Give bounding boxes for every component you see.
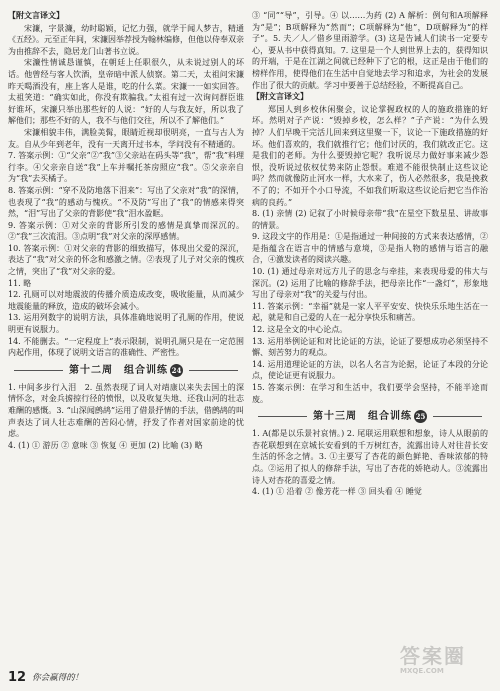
answer-item: 8. 答案示例：“穿不及防地落下泪来”：写出了父亲对“我”的深情，也表现了“我”的感动与愧疚。“不及防”写出了“我”的情感来得突然，“泪”写出了父亲的背影使“我”泪水盈眶。: [8, 185, 244, 219]
answer-item: 10. (1) 通过母亲对远方儿子的思念与牵挂，来表现母爱的伟大与深沉。(2) 运用了比喻的修辞手法，把母亲比作“一盏灯”，形象地写出了母亲对“我”的关爱与付出。: [252, 267, 488, 300]
answer-item: 9. 答案示例：①对父亲的背影所引发的感情是真挚而深沉的。②“我”三次流泪。③点明“我”对父亲的深厚感情。: [8, 220, 244, 242]
site-watermark: [400, 640, 492, 686]
answer-item: 13. 运用举例论证和对比论证的方法，论证了要想成功必须坚持不懈、刻苦努力的观点。: [252, 336, 488, 358]
translation-paragraph: 宋濂，字景濂，幼时聪颖，记忆力强，就学于闻人梦吉，精通《五经》。元至正年间，宋濂因举荐授为翰林编修，但他以侍奉双亲为由推辞不去，隐居龙门山著书立说。: [8, 23, 244, 56]
answer-item: 1. A(都是以乐景衬哀情。) 2. 尾联运用联想和想象，诗人从眼前的杏花联想到在京城长安看到的千万树红杏，流露出诗人对往昔长安生活的怀念之情。3. ①主要写了杏花的颜色鲜艳、香味浓郁的特点。②运用了拟人的修辞手法，写出了杏花的娇艳动人。③流露出诗人对杏花的喜爱之情。: [252, 429, 488, 485]
answer-item: 12. 孔厕可以对地震波的传播介质造成改变，吸收能量，从而减少地震能量的释放，造成的破坏会减小。: [8, 290, 244, 311]
group-heading-week-13: [252, 410, 488, 423]
right-column: [252, 10, 488, 498]
footer-slogan: 你会赢得的！: [32, 673, 84, 683]
answer-item: 1. 中间多步行入泪 2. 虽然表现了词人对靖康以来失去国土的深情怀念，对金兵掳掠行径的愤恨，以及收复失地、还我山河的壮志难酬的感慨。3. “山深闻鹧鸪”运用了借景抒情的手法，借鹧鸪的叫声表达了词人壮志难酬的苦闷心情，抒发了作者对国家前途的忧虑。: [8, 382, 244, 439]
answer-item: 9. 这段文字的作用是：①是指通过一种间接的方式来表达感情，②是指蕴含在语言中的情感与意境，③是指人物的感情与语言的融合，④激发读者的阅读兴趣。: [252, 232, 488, 265]
left-column: [8, 10, 244, 451]
group-heading-week-12: [8, 364, 244, 377]
answer-item: 11. 答案示例：“幸福”就是一家人平平安安、快快乐乐地生活在一起，就是和自己爱的人在一起分享快乐和痛苦。: [252, 301, 488, 323]
answer-item: ③ “同”“导”，引导。④ 以……为药 (2) A 解析：例句和A项解释为“是”；B项解释为“然而”；C项解释为“他”，D项解释为“的样子”。5. 夫／人／借乡里雨游学。(3) 这是告诫人们读书一定要专心，要从书中获得真知。7. 这里是一个人到世界上去的，获得知识的开端，于是在江湖之间就已经种下了它的根，这正是由于他们的榜样作用，使得他们在生活中自觉地去学习和追求，为社会的发展作出了很大的贡献。学习中要善于总结经验，不断提高自己。: [252, 11, 488, 90]
answer-item: 7. 答案示例：①“父亲”②“我”③父亲站在码头等“我”，帮“我”料理行李。④父亲亲自送“我”上车并嘱托茶房照应“我”。⑤父亲亲自为“我”去买橘子。: [8, 151, 244, 184]
section-title-translation: 【附文言译文】: [252, 91, 308, 102]
answer-item: 15. 答案示例：在学习和生活中，我们要学会坚持，不能半途而废。: [252, 383, 488, 404]
translation-paragraph: 宋濂相貌丰伟，满脸美髯，眼睛近视却很明亮，一直与古人为友。自从少年到老年，没有一天离开过书本，学问没有不精通的。: [8, 127, 244, 149]
heading-rule: [189, 370, 238, 371]
group-heading-title: 第十二周 组合训练: [69, 364, 168, 376]
translation-paragraph: 郑国人到乡校休闲聚会，议论掌握政权的人的施政措施的好坏。然明对子产说：“毁掉乡校，怎么样？”子产说：“为什么毁掉？人们早晚干完活儿回来到这里聚一下，议论一下施政措施的好坏。他们喜欢的，我们就推行它；他们讨厌的，我们就改正它。这是我们的老师。为什么要毁掉它呢？我听说尽力做好事来减少怨恨，没听说过依权仗势来防止怨恨。难道不能很快制止这些议论吗？然而就像防止河水一样，大水来了，伤人必然很多，我是挽救不了的；不如开个小口导流，不如我们听取这些议论后把它当作治病的良药。”: [252, 104, 488, 207]
watermark-main: 答案圈: [400, 644, 466, 668]
answer-item: 13. 运用列数字的说明方法，具体准确地说明了孔厕的作用，使说明更有说服力。: [8, 313, 244, 335]
group-number-badge: 24: [171, 365, 182, 375]
translation-paragraph: 宋濂性情诚恳谨慎，在朝廷上任职很久，从未说过别人的坏话。他曾经与客人饮酒，皇帝暗中派人侦察。第二天，太祖问宋濂昨天喝酒没有，座上客人是谁，吃的什么菜。宋濂一一如实回答。太祖笑道：“确实如此，你没有欺骗我。”太祖有过一次询问群臣谁好谁坏，宋濂只举出那些好的人说：“好的人与我友好，所以我了解他们；那些不好的人，我不与他们交往，所以不了解他们。”: [8, 58, 244, 126]
watermark-sub: MXQE.COM: [400, 667, 444, 675]
answer-item: 14. 不能删去。“一定程度上”表示限制，说明孔厕只是在一定范围内起作用，体现了说明文语言的准确性、严密性。: [8, 336, 244, 358]
answer-item: 14. 运用道理论证的方法，以名人名言为论据，论证了本段的分论点，使论证更有说服力。: [252, 359, 488, 381]
heading-rule: [433, 416, 482, 417]
answer-item: 10. 答案示例：①对父亲的背影的细致描写，体现出父爱的深沉，表达了“我”对父亲的怀念和感激之情。②表现了儿子对父亲的愧疚之情，突出了“我”对父亲的爱。: [8, 243, 244, 277]
answer-item: 11. 略: [8, 278, 32, 288]
answer-item: 12. 这是全文的中心论点。: [252, 325, 348, 335]
answer-item: 4. (1) ① 游历 ② 意味 ③ 恢复 ④ 更加 (2) 比喻 (3) 略: [8, 440, 203, 450]
group-heading-title: 第十三周 组合训练: [313, 410, 412, 422]
heading-rule: [258, 416, 307, 417]
group-number-badge: 25: [415, 412, 426, 422]
section-title-translation: 【附文言译文】: [8, 10, 64, 20]
answer-item: 4. (1) ① 沿着 ② 像芳花一样 ③ 回头看 ④ 睡觉: [252, 487, 422, 497]
page-number: 12: [8, 669, 27, 685]
heading-rule: [14, 370, 63, 371]
answer-item: 8. (1) 亲情 (2) 记叙了小时候母亲带“我”在星空下数星星、讲故事的情景。: [252, 209, 488, 230]
